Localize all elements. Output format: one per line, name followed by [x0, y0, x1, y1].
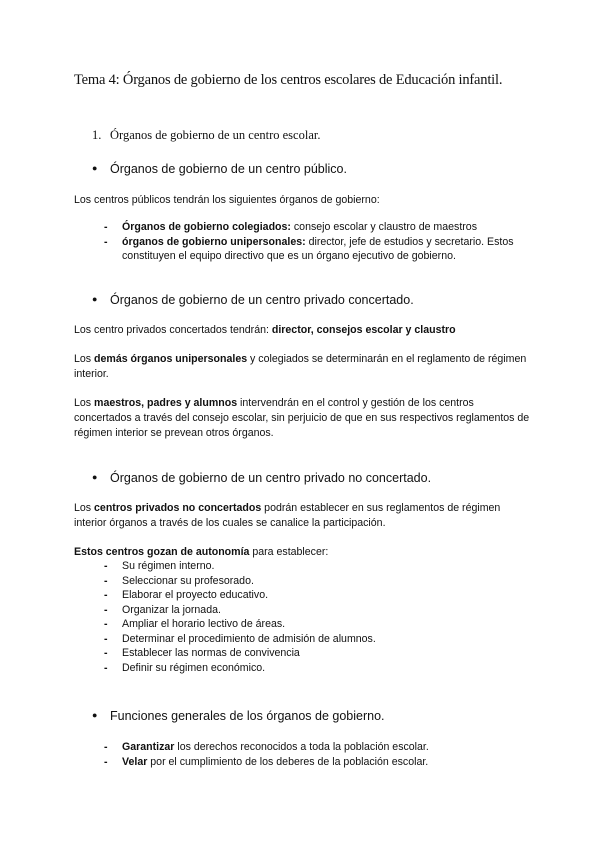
para-text: Los centro privados concertados tendrán:	[74, 324, 272, 336]
para-bold: demás órganos unipersonales	[94, 353, 248, 365]
list-item	[104, 574, 524, 589]
dash-marker: -	[104, 235, 108, 248]
item-text: Su régimen interno.	[122, 560, 215, 572]
dash-marker: -	[104, 574, 108, 587]
para-text: Los	[74, 397, 95, 409]
para-bold: Estos centros gozan de autonomía	[74, 546, 250, 558]
dash-marker: -	[104, 647, 108, 659]
dash-marker: -	[104, 632, 108, 645]
section-number: 1.	[92, 128, 102, 142]
list-item	[104, 235, 524, 264]
para-text: Los	[74, 353, 95, 365]
no-concertado-p2	[74, 545, 534, 560]
para-bold: maestros, padres y alumnos	[94, 397, 238, 409]
list-item	[104, 661, 524, 676]
item-text: Ampliar el horario lectivo de áreas.	[122, 618, 286, 630]
heading-text: Órganos de gobierno de un centro público.	[110, 162, 347, 176]
bullet-dot-icon: ●	[92, 294, 98, 304]
dash-marker: -	[104, 755, 108, 768]
para-text: intervendrán en el control y gestión de los centros concertados a través del consejo escolar, sin perjuicio de que en sus respectivos reglamentos de régimen interior se prevean otros órganos.	[74, 397, 530, 439]
para-bold: director, consejos escolar y claustro	[271, 324, 456, 336]
bullet-dot-icon: ●	[92, 163, 98, 173]
autonomia-list	[104, 559, 524, 675]
item-bold: Órganos de gobierno colegiados:	[122, 221, 291, 233]
list-item	[104, 559, 524, 574]
dash-marker: -	[104, 661, 108, 674]
para-text: Los	[74, 502, 95, 514]
heading-text: Órganos de gobierno de un centro privado concertado.	[110, 293, 414, 307]
bullet-dot-icon: ●	[92, 710, 98, 720]
no-concertado-p1	[74, 501, 534, 531]
concertado-p2	[74, 352, 534, 382]
item-text: Definir su régimen económico.	[122, 661, 266, 674]
dash-marker: -	[104, 741, 108, 753]
item-text: los derechos reconocidos a toda la población escolar.	[174, 741, 429, 753]
item-text: Establecer las normas de convivencia	[122, 647, 300, 659]
heading-text: Órganos de gobierno de un centro privado no concertado.	[110, 471, 432, 485]
section-label: Órganos de gobierno de un centro escolar.	[110, 128, 321, 142]
publico-list	[104, 220, 524, 264]
funciones-list	[104, 740, 524, 769]
heading-text: Funciones generales de los órganos de gobierno.	[110, 709, 385, 723]
dash-marker: -	[104, 560, 108, 572]
item-bold: Garantizar	[122, 741, 175, 753]
item-text: Determinar el procedimiento de admisión de alumnos.	[122, 632, 376, 645]
heading-centro-no-concertado	[92, 471, 431, 485]
list-item	[104, 740, 524, 755]
para-bold: centros privados no concertados	[94, 502, 262, 514]
para-text: para establecer:	[249, 546, 329, 558]
item-bold: Velar	[122, 755, 148, 768]
list-item	[104, 646, 524, 661]
para-text: podrán establecer en sus reglamentos de régimen interior órganos a través de los cuales se canalice la participación.	[74, 502, 501, 529]
dash-marker: -	[104, 603, 108, 616]
dash-marker: -	[104, 221, 108, 233]
list-item	[104, 220, 524, 235]
dash-marker: -	[104, 618, 108, 630]
page-title: Tema 4: Órganos de gobierno de los centros escolares de Educación infantil.	[74, 72, 503, 88]
item-bold: órganos de gobierno unipersonales:	[122, 235, 306, 248]
bullet-dot-icon: ●	[92, 472, 98, 482]
list-item	[104, 603, 524, 618]
heading-centro-publico	[92, 162, 347, 176]
item-text: Elaborar el proyecto educativo.	[122, 589, 269, 601]
item-text: consejo escolar y claustro de maestros	[290, 221, 478, 233]
para-text: y colegiados se determinarán en el reglamento de régimen interior.	[74, 353, 527, 380]
item-text: por el cumplimiento de los deberes de la población escolar.	[147, 755, 429, 768]
item-text: Seleccionar su profesorado.	[122, 574, 254, 587]
list-item	[104, 588, 524, 603]
item-text: Organizar la jornada.	[122, 603, 221, 616]
section-heading-1	[92, 128, 320, 143]
list-item	[104, 617, 524, 632]
list-item	[104, 755, 524, 770]
heading-funciones	[92, 709, 385, 723]
concertado-p3	[74, 396, 534, 441]
publico-intro: Los centros públicos tendrán los siguientes órganos de gobierno:	[74, 194, 380, 206]
list-item	[104, 632, 524, 647]
concertado-p1	[74, 323, 534, 338]
heading-centro-concertado	[92, 293, 414, 307]
dash-marker: -	[104, 589, 108, 601]
item-text: director, jefe de estudios y secretario. Estos constituyen el equipo directivo que es un órgano ejecutivo de gobierno.	[122, 235, 514, 262]
